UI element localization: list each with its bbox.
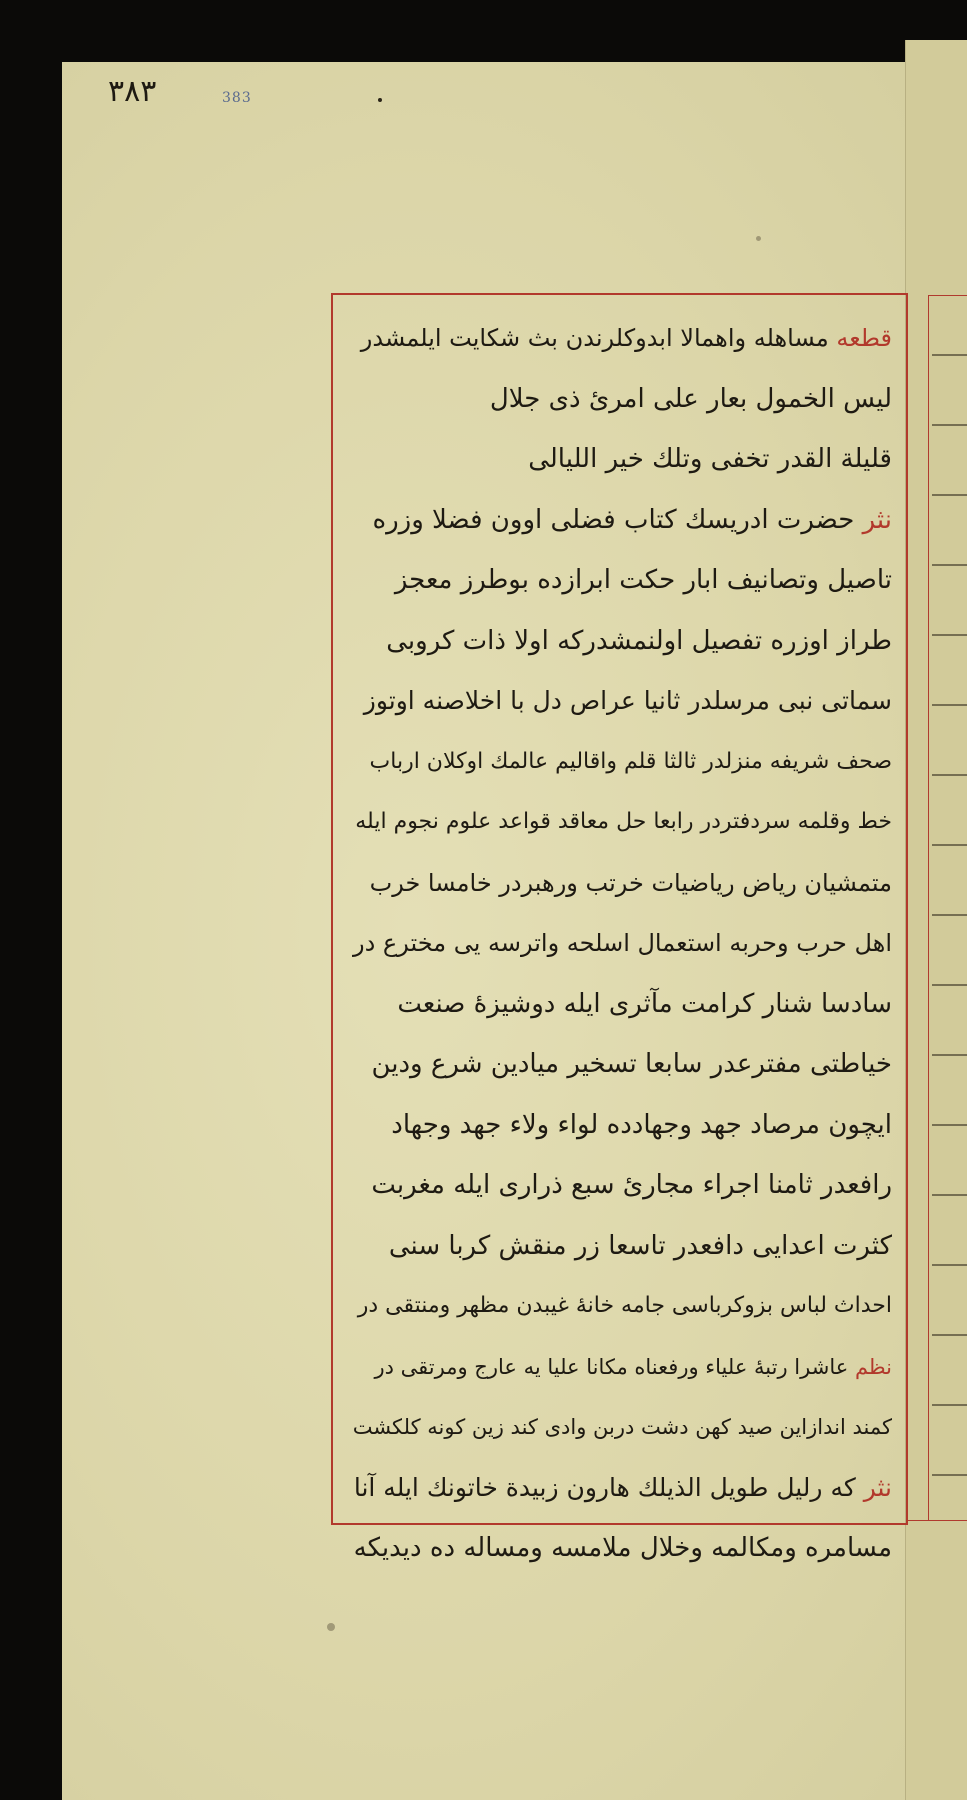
rubric-heading: نظم bbox=[854, 1354, 892, 1379]
line-text: مسامره ومكالمه وخلال ملامسه ومساله ده ديديكه bbox=[353, 1533, 892, 1563]
line-text: خياطتى مفترعدر سابعا تسخير ميادين شرع ودين bbox=[371, 1049, 892, 1079]
adjacent-text-trace bbox=[932, 1090, 967, 1126]
adjacent-text-trace bbox=[932, 600, 967, 636]
rubric-heading: نثر bbox=[862, 504, 892, 535]
text-line bbox=[352, 308, 892, 369]
text-line bbox=[352, 611, 892, 672]
text-line bbox=[352, 1518, 892, 1579]
text-line bbox=[352, 671, 892, 732]
folio-number-pencil: 383 bbox=[222, 90, 252, 106]
adjacent-text-trace bbox=[932, 670, 967, 706]
line-text: مساهله واهمالا ابدوكلرندن بث شكايت ايلمشدر bbox=[360, 324, 829, 352]
rubric-heading: قطعه bbox=[836, 324, 892, 352]
adjacent-text-trace bbox=[932, 1020, 967, 1056]
text-line bbox=[352, 490, 892, 551]
stain-mark bbox=[327, 1623, 335, 1631]
text-line bbox=[352, 1155, 892, 1216]
adjacent-text-trace bbox=[932, 1440, 967, 1476]
adjacent-text-trace bbox=[932, 1370, 967, 1406]
line-text: سادسا شنار كرامت مآثرى ايله دوشيزهٔ صنعت bbox=[397, 988, 892, 1019]
adjacent-frame-top bbox=[928, 295, 967, 296]
line-text: كثرت اعدايى دافعدر تاسعا زر منقش كربا سنى bbox=[388, 1230, 892, 1261]
line-text: خط وقلمه سردفتردر رابعا حل معاقد قواعد علوم نجوم ايله bbox=[355, 809, 892, 834]
text-line bbox=[352, 732, 892, 793]
text-line bbox=[352, 792, 892, 853]
line-text: طراز اوزره تفصيل اولنمشدركه اولا ذات كروبى bbox=[386, 625, 892, 656]
line-text: حضرت ادريسك كتاب فضلى اوون فضلا وزره bbox=[372, 504, 855, 535]
adjacent-text-trace bbox=[932, 1160, 967, 1196]
adjacent-page-edge bbox=[905, 40, 967, 1800]
text-line bbox=[352, 974, 892, 1035]
adjacent-text-trace bbox=[932, 810, 967, 846]
adjacent-frame-bottom bbox=[906, 1520, 967, 1521]
text-block bbox=[352, 308, 892, 1563]
adjacent-text-trace bbox=[932, 880, 967, 916]
folio-number-arabic: ٣٨٣ bbox=[108, 74, 157, 109]
line-text: ليس الخمول بعار على امرئ ذى جلال bbox=[489, 383, 892, 414]
text-line bbox=[352, 1276, 892, 1337]
adjacent-frame-line bbox=[928, 295, 929, 1520]
line-text: احداث لباس بزوكرباسى جامه خانهٔ غيبدن مظهر ومنتقى در bbox=[357, 1293, 892, 1318]
text-line bbox=[352, 369, 892, 430]
line-text: كمند اندازاين صيد كهن دشت دربن وادى كند زين كونه كلكشت bbox=[352, 1415, 892, 1439]
line-text: صحف شريفه منزلدر ثالثا قلم واقاليم عالمك اوكلان ارباب bbox=[369, 748, 892, 774]
text-line bbox=[352, 550, 892, 611]
ink-dot bbox=[378, 98, 382, 102]
text-line bbox=[352, 1337, 892, 1398]
text-line bbox=[352, 913, 892, 974]
adjacent-text-trace bbox=[932, 320, 967, 356]
line-text: متمشيان رياض رياضيات خرتب ورهبردر خامسا خرب bbox=[369, 868, 892, 897]
line-text: تاصيل وتصانيف ابار حكت ابرازده بوطرز معجز bbox=[394, 565, 892, 595]
adjacent-text-trace bbox=[932, 950, 967, 986]
line-text: ايچون مرصاد جهد وجهادده لواء ولاء جهد وجهاد bbox=[391, 1109, 892, 1140]
line-text: عاشرا رتبهٔ علياء ورفعناه مكانا عليا يه عارج ومرتقى در bbox=[374, 1354, 849, 1379]
adjacent-text-trace bbox=[932, 390, 967, 426]
rubric-heading: نثر bbox=[863, 1472, 892, 1502]
stain-mark bbox=[756, 236, 761, 241]
line-text: قليلة القدر تخفى وتلك خير الليالى bbox=[528, 444, 892, 474]
line-text: كه رليل طويل الذيلك هارون زبيدة خاتونك ايله آنا bbox=[353, 1472, 856, 1502]
text-line bbox=[352, 1216, 892, 1277]
text-line bbox=[352, 1095, 892, 1156]
line-text: اهل حرب وحربه استعمال اسلحه واترسه يى مخترع در bbox=[353, 929, 892, 957]
adjacent-text-trace bbox=[932, 1300, 967, 1336]
text-line bbox=[352, 1034, 892, 1095]
adjacent-text-trace bbox=[932, 1230, 967, 1266]
adjacent-text-trace bbox=[932, 460, 967, 496]
line-text: سماتى نبى مرسلدر ثانيا عراص دل با اخلاصنه اوتوز bbox=[363, 686, 892, 715]
text-line bbox=[352, 853, 892, 914]
text-line bbox=[352, 1458, 892, 1519]
text-line bbox=[352, 429, 892, 490]
text-line bbox=[352, 1397, 892, 1458]
line-text: رافعدر ثامنا اجراء مجارئ سبع ذرارى ايله مغربت bbox=[371, 1170, 892, 1200]
adjacent-text-trace bbox=[932, 740, 967, 776]
adjacent-text-trace bbox=[932, 530, 967, 566]
